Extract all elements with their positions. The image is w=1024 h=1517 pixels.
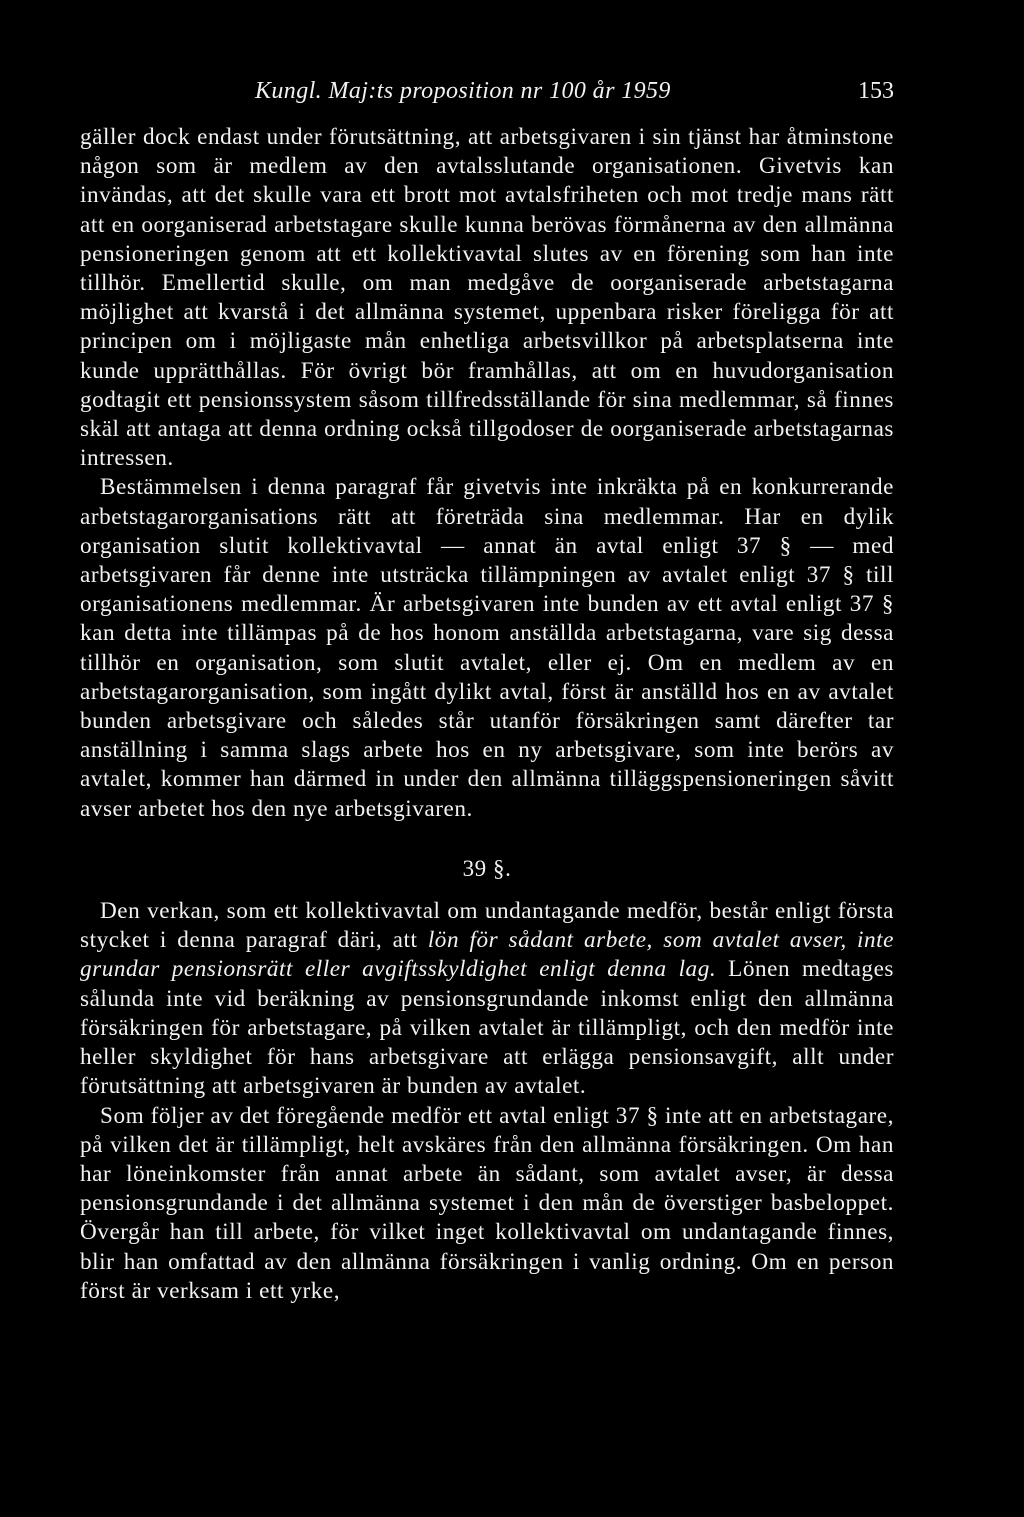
running-title: Kungl. Maj:ts proposition nr 100 år 1959 [255, 78, 671, 104]
paragraph-3-text-b: Lönen medtages sålunda inte vid beräkning av pensionsgrundande inkomst enligt den allmänna försäkringen för arbetstagare, på vilken avtalet är tillämpligt, och den medför inte heller skyldighet för hans arbetsgivare att erlägga pensionsavgift, allt under förutsättning att arbetsgivaren är bunden av avtalet. [80, 956, 894, 1100]
section-heading: 39 §. [462, 855, 512, 881]
paragraph-3-italic: lön för sådant arbete, som avtalet avser, inte grundar pensionsrätt eller avgiftsskyldighet enligt denna lag. [80, 927, 894, 983]
paragraph-2: Bestämmelsen i denna paragraf får givetvis inte inkräkta på en konkurrerande arbetstagarorganisations rätt att företräda sina medlemmar. Har en dylik organisation slutit kollektivavtal — annat än avtal enligt 37 § — med arbetsgivaren får denne inte utsträcka tillämpningen av avtalet enligt 37 § till organisationens medlemmar. Är arbetsgivaren inte bunden av ett avtal enligt 37 § kan detta inte tillämpas på de hos honom anställda arbetstagarna, vare sig dessa tillhör en organisation, som slutit avtalet, eller ej. Om en medlem av en arbetstagarorganisation, som ingått dylikt avtal, först är anställd hos en av avtalet bunden arbetsgivare och således står utanför försäkringen samt därefter tar anställning i samma slags arbete hos en ny arbetsgivare, som inte berörs av avtalet, kommer han därmed in under den allmänna tilläggspensioneringen såvitt avser arbetet hos den nye arbetsgivaren. [80, 474, 894, 822]
paragraph-1: gäller dock endast under förutsättning, att arbetsgivaren i sin tjänst har åtminstone någon som är medlem av den avtalsslutande organisationen. Givetvis kan invändas, att det skulle vara ett brott mot avtalsfriheten och mot tredje mans rätt att en oorganiserad arbetstagare skulle kunna berövas förmånerna av den allmänna pensioneringen genom att ett kollektivavtal slutes av en förening som han inte tillhör. Emellertid skulle, om man medgåve de oorganiserade arbetstagarna möjlighet att kvarstå i det allmänna systemet, uppenbara risker föreligga för att principen om i möjligaste mån enhetliga arbetsvillkor på arbetsplatserna inte kunde upprätthållas. För övrigt bör framhållas, att om en huvudorganisation godtagit ett pensionssystem såsom tillfredsställande för sina medlemmar, så finnes skäl att antaga att denna ordning också tillgodoser de oorganiserade arbetstagarnas intressen. [80, 124, 894, 472]
body-text [80, 123, 894, 1306]
page-number: 153 [858, 78, 894, 104]
paragraph-3 [80, 897, 894, 1101]
paragraph-4: Som följer av det föregående medför ett avtal enligt 37 § inte att en arbetstagare, på vilken det är tillämpligt, helt avskäres från den allmänna försäkringen. Om han har löneinkomster från annat arbete än sådant, som avtalet avser, är dessa pensionsgrundande i det allmänna systemet i den mån de överstiger basbeloppet. Övergår han till arbete, för vilket inget kollektivavtal om undantagande finnes, blir han omfattad av den allmänna försäkringen i vanlig ordning. Om en person först är verksam i ett yrke, [80, 1102, 894, 1304]
paragraph-3-text-a: Den verkan, som ett kollektivavtal om undantagande medför, består enligt första stycket i denna paragraf däri, att [80, 898, 894, 954]
page-header [80, 78, 894, 118]
